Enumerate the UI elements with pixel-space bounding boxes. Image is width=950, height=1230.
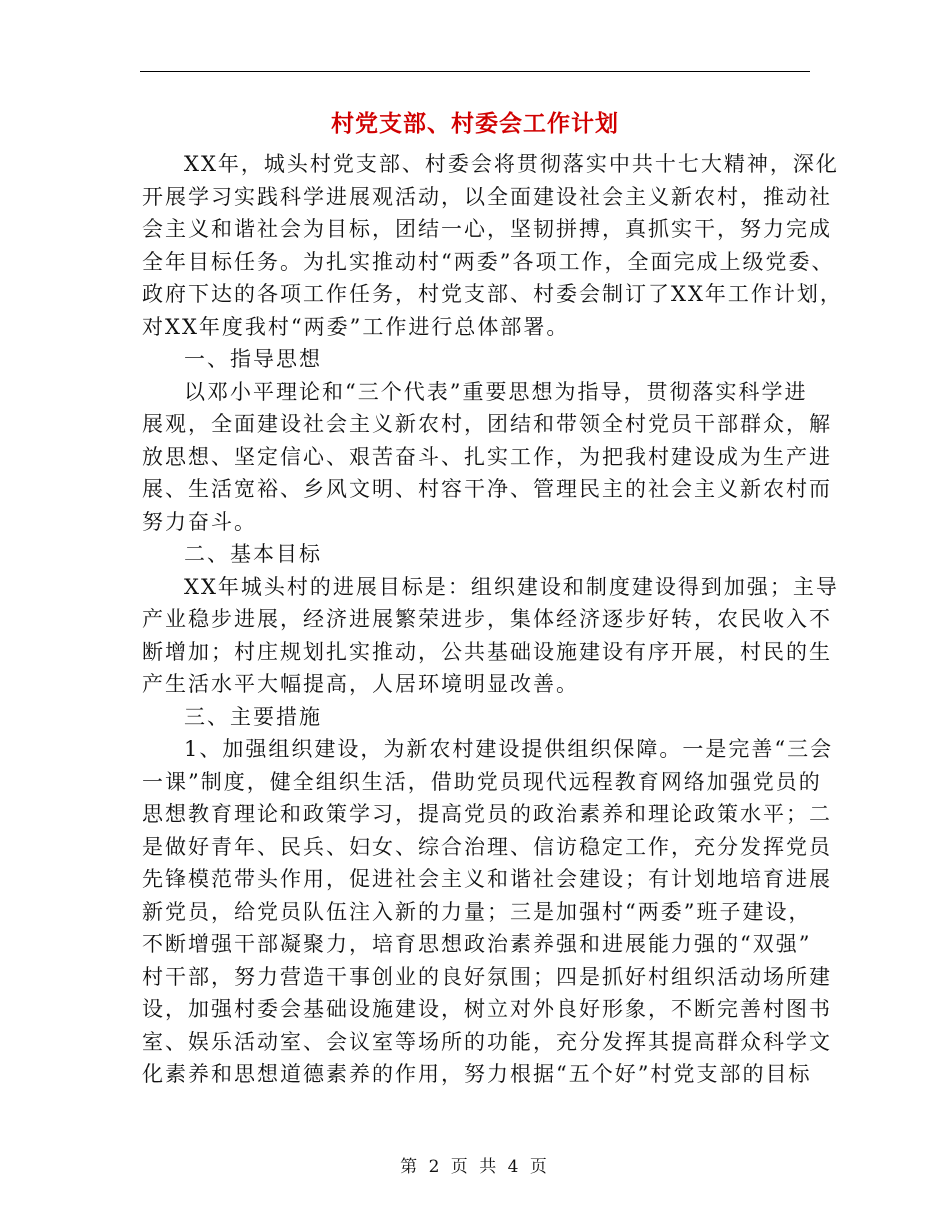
text-line: 以邓小平理论和“三个代表”重要思想为指导，贯彻落实科学进 bbox=[184, 379, 808, 404]
text-line: 村干部，努力营造干事创业的良好氛围；四是抓好村组织活动场所建 bbox=[142, 964, 832, 989]
text-line: 展观，全面建设社会主义新农村，团结和带领全村党员干部群众，解 bbox=[142, 412, 832, 436]
text-line: 放思想、坚定信心、艰苦奋斗、扎实工作，为把我村建设成为生产进 bbox=[142, 444, 832, 469]
header-rule bbox=[140, 71, 810, 72]
text-line: 一课”制度，健全组织生活，借助党员现代远程教育网络加强党员的 bbox=[142, 769, 822, 794]
text-line: 设，加强村委会基础设施建设，树立对外良好形象，不断完善村图书 bbox=[142, 997, 832, 1021]
text-line: XX年，城头村党支部、村委会将贯彻落实中共十七大精神，深化 bbox=[184, 152, 839, 176]
text-line: XX年城头村的进展目标是：组织建设和制度建设得到加强；主导 bbox=[184, 574, 839, 599]
paragraph-heading-2 bbox=[142, 538, 808, 571]
text-line: 开展学习实践科学进展观活动，以全面建设社会主义新农村，推动社 bbox=[142, 184, 832, 209]
text-line: 思想教育理论和政策学习，提高党员的政治素养和理论政策水平；二 bbox=[142, 802, 832, 826]
paragraph-heading-3 bbox=[142, 701, 808, 734]
text-line: 努力奋斗。 bbox=[142, 509, 257, 534]
paragraph-intro bbox=[142, 148, 843, 343]
text-line: 产生活水平大幅提高，人居环境明显改善。 bbox=[142, 672, 579, 696]
text-line: 展、生活宽裕、乡风文明、村容干净、管理民主的社会主义新农村而 bbox=[142, 477, 832, 501]
text-line: 先锋模范带头作用，促进社会主义和谐社会建设；有计划地培育进展 bbox=[142, 867, 832, 891]
paragraph-measure-1 bbox=[142, 733, 834, 1091]
text-line: 对XX年度我村“两委”工作进行总体部署。 bbox=[142, 314, 570, 339]
text-line: 政府下达的各项工作任务，村党支部、村委会制订了XX年工作计划， bbox=[142, 282, 843, 306]
paragraph-heading-1 bbox=[142, 343, 808, 376]
page-footer: 第 2 页 共 4 页 bbox=[400, 1157, 550, 1177]
text-line: 一、指导思想 bbox=[184, 347, 322, 371]
text-line: 产业稳步进展，经济进展繁荣进步，集体经济逐步好转，农民收入不 bbox=[142, 607, 832, 631]
text-line: 三、主要措施 bbox=[184, 704, 322, 729]
text-line: 新党员，给党员队伍注入新的力量；三是加强村“两委”班子建设， bbox=[142, 899, 812, 924]
text-line: 断增加；村庄规划扎实推动，公共基础设施建设有序开展，村民的生 bbox=[142, 639, 832, 664]
text-line: 全年目标任务。为扎实推动村“两委”各项工作，全面完成上级党委、 bbox=[142, 249, 835, 274]
document-body bbox=[142, 148, 843, 1091]
text-line: 化素养和思想道德素养的作用，努力根据“五个好”村党支部的目标 bbox=[142, 1062, 812, 1086]
paragraph-goals bbox=[142, 571, 839, 701]
paragraph-guiding bbox=[142, 376, 832, 539]
text-line: 会主义和谐社会为目标，团结一心，坚韧拼搏，真抓实干，努力完成 bbox=[142, 217, 832, 241]
text-line: 室、娱乐活动室、会议室等场所的功能，充分发挥其提高群众科学文 bbox=[142, 1029, 832, 1054]
text-line: 1、加强组织建设，为新农村建设提供组织保障。一是完善“三会 bbox=[184, 737, 834, 761]
text-line: 是做好青年、民兵、妇女、综合治理、信访稳定工作，充分发挥党员 bbox=[142, 834, 832, 859]
text-line: 不断增强干部凝聚力，培育思想政治素养强和进展能力强的“双强” bbox=[142, 932, 812, 956]
document-title: 村党支部、村委会工作计划 bbox=[331, 110, 619, 137]
text-line: 二、基本目标 bbox=[184, 542, 322, 566]
